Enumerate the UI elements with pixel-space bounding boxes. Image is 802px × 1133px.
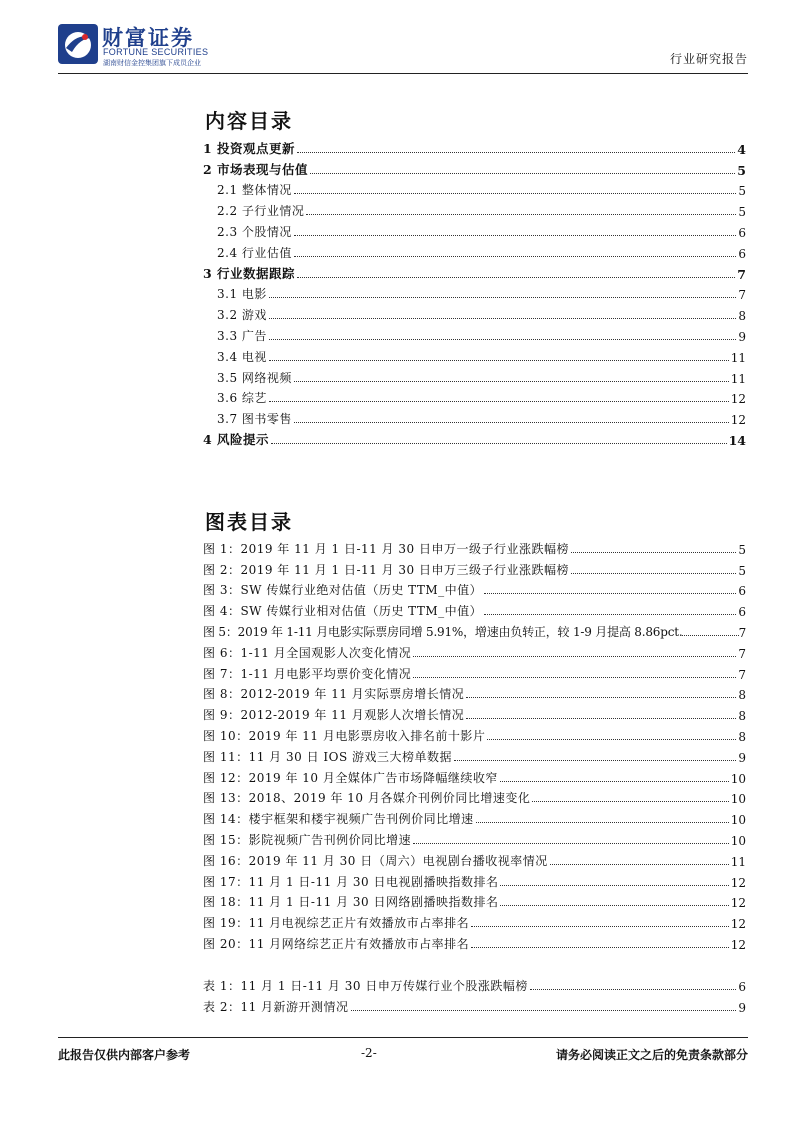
leader-dots bbox=[466, 718, 736, 719]
figure-entry-label: 图 6：1-11 月全国观影人次变化情况 bbox=[203, 645, 412, 660]
figure-entry[interactable] bbox=[203, 765, 746, 786]
figure-entry[interactable] bbox=[203, 786, 746, 807]
toc-entry-page: 5 bbox=[737, 162, 746, 178]
toc-entry-3-2[interactable] bbox=[203, 302, 746, 323]
leader-dots bbox=[454, 760, 736, 761]
figure-entry-label: 图 17：11 月 1 日-11 月 30 日电视剧播映指数排名 bbox=[203, 874, 499, 889]
fortune-logo-icon bbox=[58, 24, 98, 64]
figure-entry-label: 图 18：11 月 1 日-11 月 30 日网络剧播映指数排名 bbox=[203, 895, 499, 910]
figure-entry-page: 8 bbox=[738, 729, 746, 744]
figure-entry-label: 图 1：2019 年 11 月 1 日-11 月 30 日申万一级子行业涨跌幅榜 bbox=[203, 541, 570, 556]
leader-dots bbox=[294, 235, 736, 236]
table-entry[interactable] bbox=[203, 994, 746, 1015]
toc-entry-page: 11 bbox=[730, 350, 746, 365]
figure-entry[interactable] bbox=[203, 682, 746, 703]
toc-entry-page: 12 bbox=[730, 392, 746, 407]
footer-disclaimer: 此报告仅供内部客户参考 bbox=[58, 1048, 191, 1062]
toc-entry-1[interactable] bbox=[203, 136, 746, 157]
report-type-label: 行业研究报告 bbox=[669, 52, 748, 66]
figure-entry-label: 图 7：1-11 月电影平均票价变化情况 bbox=[203, 666, 412, 681]
figure-entry[interactable] bbox=[203, 744, 746, 765]
figure-entry[interactable] bbox=[203, 827, 746, 848]
leader-dots bbox=[297, 152, 735, 153]
leader-dots bbox=[682, 635, 738, 636]
toc-title: 内容目录 bbox=[205, 109, 293, 133]
leader-dots bbox=[466, 697, 736, 698]
toc-entry-label: 3 行业数据跟踪 bbox=[203, 265, 296, 281]
header-divider bbox=[58, 73, 748, 74]
toc-entry-page: 8 bbox=[738, 309, 746, 324]
figure-entry-label: 图 16：2019 年 11 月 30 日（周六）电视剧台播收视率情况 bbox=[203, 853, 548, 868]
toc-entry-page: 6 bbox=[738, 246, 746, 261]
toc-entry-3-6[interactable] bbox=[203, 386, 746, 407]
table-entry-page: 9 bbox=[738, 1000, 746, 1015]
leader-dots bbox=[294, 256, 736, 257]
figure-entry-label: 图 20：11 月网络综艺正片有效播放市占率排名 bbox=[203, 936, 470, 951]
figure-entry[interactable] bbox=[203, 910, 746, 931]
leader-dots bbox=[297, 277, 735, 278]
figure-entry-page: 10 bbox=[730, 771, 746, 786]
toc-entry-page: 12 bbox=[730, 413, 746, 428]
leader-dots bbox=[530, 989, 737, 990]
logo-subtitle: 湖南财信金控集团旗下成员企业 bbox=[103, 59, 201, 67]
leader-dots bbox=[294, 193, 736, 194]
figure-entry-label: 图 5：2019 年 1-11 月电影实际票房同增 5.91%，增速由负转正，较 1-9 月提高 8.86pct. bbox=[203, 624, 683, 639]
leader-dots bbox=[500, 905, 728, 906]
leader-dots bbox=[471, 947, 729, 948]
leader-dots bbox=[476, 822, 729, 823]
company-logo bbox=[58, 22, 258, 70]
leader-dots bbox=[269, 401, 729, 402]
logo-english-name: FORTUNE SECURITIES bbox=[103, 47, 209, 57]
figure-entry-page: 7 bbox=[738, 667, 746, 682]
toc-entry-3[interactable] bbox=[203, 261, 746, 282]
figure-entry-page: 8 bbox=[738, 688, 746, 703]
figure-entry[interactable] bbox=[203, 869, 746, 890]
leader-dots bbox=[471, 926, 729, 927]
toc-entry-2-1[interactable] bbox=[203, 178, 746, 199]
leader-dots bbox=[413, 656, 736, 657]
toc-entry-page: 7 bbox=[737, 266, 746, 282]
figure-entry-page: 8 bbox=[738, 709, 746, 724]
table-entry-label: 表 1：11 月 1 日-11 月 30 日申万传媒行业个股涨跌幅榜 bbox=[203, 978, 528, 993]
toc-entry-label: 2.1 整体情况 bbox=[217, 183, 292, 198]
page-header bbox=[58, 22, 748, 72]
figure-entry[interactable] bbox=[203, 557, 746, 578]
figure-entry-page: 12 bbox=[730, 937, 746, 952]
toc-entry-label: 2 市场表现与估值 bbox=[203, 161, 309, 177]
figure-entry-page: 7 bbox=[738, 625, 746, 640]
figure-entry-page: 5 bbox=[738, 542, 746, 557]
toc-entry-page: 9 bbox=[738, 329, 746, 344]
leader-dots bbox=[484, 614, 736, 615]
leader-dots bbox=[294, 422, 729, 423]
leader-dots bbox=[413, 677, 736, 678]
figure-entry-label: 图 4：SW 传媒行业相对估值（历史 TTM_中值） bbox=[203, 604, 483, 619]
leader-dots bbox=[294, 381, 729, 382]
figure-entry-page: 12 bbox=[730, 896, 746, 911]
toc-entry-label: 1 投资观点更新 bbox=[203, 140, 296, 156]
leader-dots bbox=[571, 552, 736, 553]
leader-dots bbox=[306, 214, 736, 215]
table-entry[interactable] bbox=[203, 973, 746, 994]
figure-entry-label: 图 8：2012-2019 年 11 月实际票房增长情况 bbox=[203, 687, 465, 702]
figure-entry-label: 图 9：2012-2019 年 11 月观影人次增长情况 bbox=[203, 708, 465, 723]
figure-entry[interactable] bbox=[203, 848, 746, 869]
leader-dots bbox=[550, 864, 729, 865]
figure-entry-page: 9 bbox=[738, 750, 746, 765]
toc-entry-label: 3.1 电影 bbox=[217, 287, 267, 302]
figure-entry-page: 11 bbox=[730, 854, 746, 869]
figure-entry[interactable] bbox=[203, 931, 746, 952]
logo-chinese-name: 财富证券 bbox=[102, 26, 194, 50]
toc-entry-label: 2.2 子行业情况 bbox=[217, 204, 305, 219]
toc-entry-page: 7 bbox=[738, 288, 746, 303]
figure-entry-label: 图 3：SW 传媒行业绝对估值（历史 TTM_中值） bbox=[203, 583, 483, 598]
figure-entry[interactable] bbox=[203, 661, 746, 682]
toc-entry-page: 4 bbox=[737, 141, 746, 157]
leader-dots bbox=[500, 885, 728, 886]
leader-dots bbox=[271, 443, 727, 444]
toc-entry-label: 3.4 电视 bbox=[217, 349, 267, 364]
toc-entry-3-3[interactable] bbox=[203, 323, 746, 344]
table-of-contents bbox=[203, 136, 746, 448]
page-number: -2- bbox=[361, 1046, 377, 1060]
figure-entry-page: 6 bbox=[738, 605, 746, 620]
table-entry-label: 表 2：11 月新游开测情况 bbox=[203, 999, 349, 1014]
leader-dots bbox=[413, 843, 729, 844]
toc-entry-2[interactable] bbox=[203, 157, 746, 178]
table-entry-page: 6 bbox=[738, 979, 746, 994]
figure-entry[interactable] bbox=[203, 702, 746, 723]
figure-entry-label: 图 15：影院视频广告刊例价同比增速 bbox=[203, 832, 412, 847]
leader-dots bbox=[487, 739, 736, 740]
toc-entry-2-4[interactable] bbox=[203, 240, 746, 261]
leader-dots bbox=[310, 173, 735, 174]
toc-entry-label: 2.3 个股情况 bbox=[217, 224, 292, 239]
leader-dots bbox=[532, 801, 728, 802]
footer-notice: 请务必阅读正文之后的免责条款部分 bbox=[555, 1048, 748, 1062]
figure-entry-label: 图 12：2019 年 10 月全媒体广告市场降幅继续收窄 bbox=[203, 770, 498, 785]
toc-entry-label: 3.2 游戏 bbox=[217, 308, 267, 323]
leader-dots bbox=[269, 318, 736, 319]
list-of-tables bbox=[203, 973, 746, 1015]
toc-entry-label: 4 风险提示 bbox=[203, 431, 270, 447]
figure-entry-page: 12 bbox=[730, 875, 746, 890]
toc-entry-3-7[interactable] bbox=[203, 406, 746, 427]
figure-entry-label: 图 13：2018、2019 年 10 月各媒介刊例价同比增速变化 bbox=[203, 791, 531, 806]
figure-entry-label: 图 14：楼宇框架和楼宇视频广告刊例价同比增速 bbox=[203, 812, 474, 827]
figure-entry-page: 6 bbox=[738, 584, 746, 599]
toc-entry-3-1[interactable] bbox=[203, 282, 746, 303]
toc-entry-label: 3.7 图书零售 bbox=[217, 412, 292, 427]
toc-entry-3-4[interactable] bbox=[203, 344, 746, 365]
figure-entry-page: 12 bbox=[730, 917, 746, 932]
toc-entry-page: 11 bbox=[730, 371, 746, 386]
leader-dots bbox=[269, 339, 736, 340]
figure-entry-page: 10 bbox=[730, 833, 746, 848]
figure-entry-label: 图 19：11 月电视综艺正片有效播放市占率排名 bbox=[203, 916, 470, 931]
toc-entry-page: 14 bbox=[728, 432, 746, 448]
leader-dots bbox=[571, 573, 736, 574]
figure-entry-label: 图 11：11 月 30 日 IOS 游戏三大榜单数据 bbox=[203, 749, 452, 764]
figure-entry-page: 10 bbox=[730, 813, 746, 828]
footer-divider bbox=[58, 1037, 748, 1038]
figure-entry[interactable] bbox=[203, 536, 746, 557]
figure-entry-page: 7 bbox=[738, 646, 746, 661]
toc-entry-label: 3.6 综艺 bbox=[217, 391, 267, 406]
toc-entry-2-2[interactable] bbox=[203, 198, 746, 219]
leader-dots bbox=[351, 1010, 737, 1011]
toc-entry-page: 6 bbox=[738, 225, 746, 240]
toc-entry-2-3[interactable] bbox=[203, 219, 746, 240]
figure-entry-page: 5 bbox=[738, 563, 746, 578]
toc-entry-page: 5 bbox=[738, 205, 746, 220]
leader-dots bbox=[269, 360, 729, 361]
figure-entry[interactable] bbox=[203, 890, 746, 911]
figure-entry[interactable] bbox=[203, 578, 746, 599]
figure-entry-label: 图 10：2019 年 11 月电影票房收入排名前十影片 bbox=[203, 728, 486, 743]
figure-entry[interactable] bbox=[203, 619, 746, 640]
figure-entry[interactable] bbox=[203, 723, 746, 744]
figure-entry[interactable] bbox=[203, 806, 746, 827]
figure-list-title: 图表目录 bbox=[205, 510, 293, 534]
figure-entry-page: 10 bbox=[730, 792, 746, 807]
figure-entry[interactable] bbox=[203, 598, 746, 619]
toc-entry-4[interactable] bbox=[203, 427, 746, 448]
toc-entry-label: 2.4 行业估值 bbox=[217, 245, 292, 260]
toc-entry-label: 3.3 广告 bbox=[217, 328, 267, 343]
leader-dots bbox=[484, 593, 736, 594]
toc-entry-3-5[interactable] bbox=[203, 365, 746, 386]
leader-dots bbox=[269, 297, 736, 298]
figure-entry[interactable] bbox=[203, 640, 746, 661]
toc-entry-page: 5 bbox=[738, 184, 746, 199]
toc-entry-label: 3.5 网络视频 bbox=[217, 370, 292, 385]
leader-dots bbox=[500, 781, 729, 782]
figure-entry-label: 图 2：2019 年 11 月 1 日-11 月 30 日申万三级子行业涨跌幅榜 bbox=[203, 562, 570, 577]
list-of-figures bbox=[203, 536, 746, 952]
